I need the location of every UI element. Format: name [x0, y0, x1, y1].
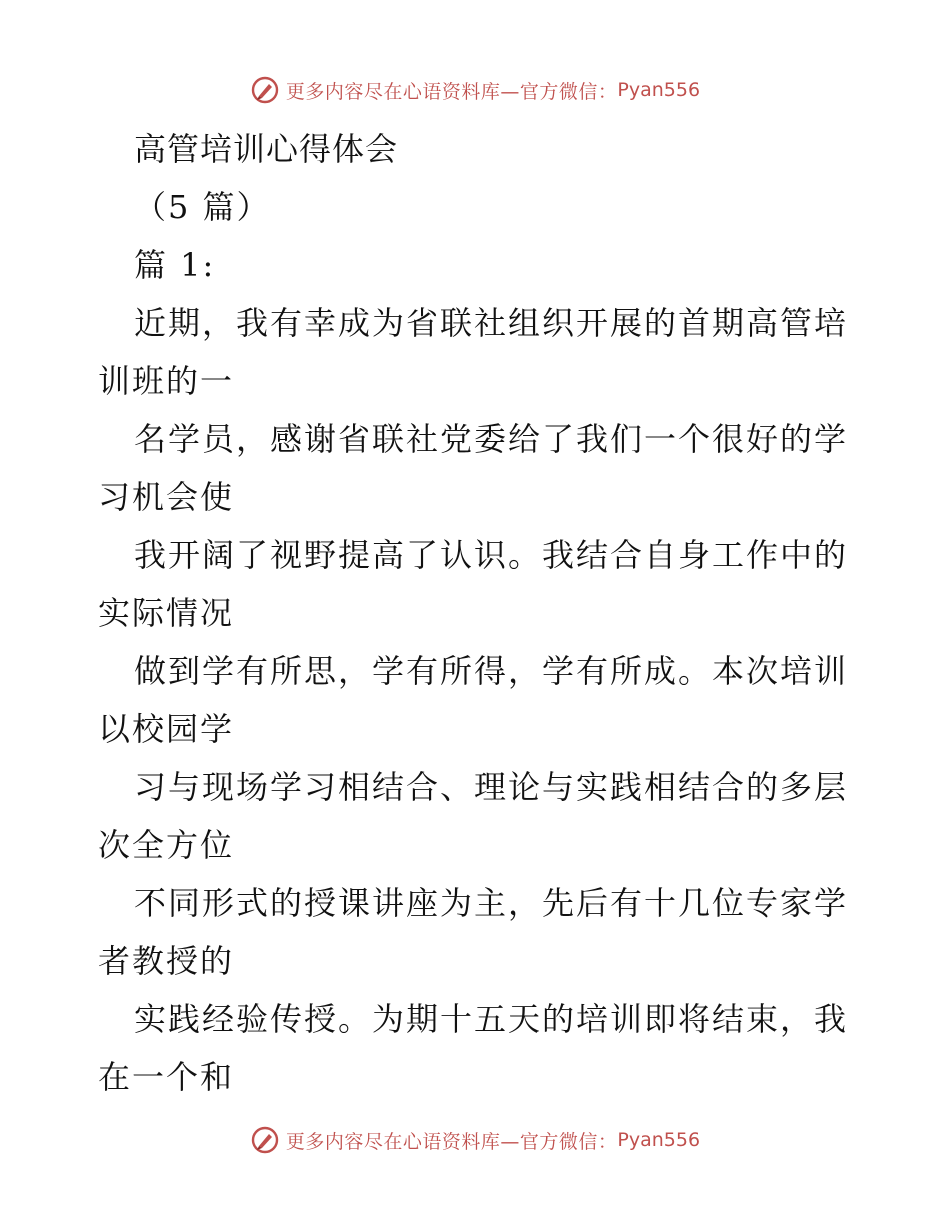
paragraph-line: 做到学有所思，学有所得，学有所成。本次培训	[134, 652, 849, 690]
header-banner	[0, 70, 950, 110]
paragraph-line: 实际情况	[98, 594, 235, 632]
paragraph-line: 近期，我有幸成为省联社组织开展的首期高管培	[134, 304, 849, 342]
paragraph-line: 者教授的	[98, 942, 235, 980]
paragraph-line: 名学员，感谢省联社党委给了我们一个很好的学	[134, 420, 849, 458]
paragraph-line: 训班的一	[98, 362, 235, 400]
paragraph-line: 习机会使	[98, 478, 235, 516]
document-subtitle: （5 篇）	[134, 188, 271, 226]
paragraph-line: 习与现场学习相结合、理论与实践相结合的多层	[134, 768, 849, 806]
paragraph-line: 以校园学	[98, 710, 235, 748]
document-body	[98, 120, 858, 1106]
paragraph-line: 不同形式的授课讲座为主，先后有十几位专家学	[134, 884, 849, 922]
document-title: 高管培训心得体会	[134, 130, 399, 168]
paragraph-line: 次全方位	[98, 826, 235, 864]
footer-banner	[0, 1120, 950, 1160]
section-label: 篇 1:	[134, 246, 216, 284]
paragraph-line: 在一个和	[98, 1058, 235, 1096]
banner-wechat-id: Pyan556	[617, 1129, 701, 1151]
paragraph-line: 实践经验传授。为期十五天的培训即将结束，我	[134, 1000, 849, 1038]
banner-wechat-id: Pyan556	[617, 79, 701, 101]
paragraph-line: 我开阔了视野提高了认识。我结合自身工作中的	[134, 536, 849, 574]
pen-logo-icon	[250, 75, 280, 105]
pen-logo-icon	[250, 1125, 280, 1155]
banner-promo-text: 更多内容尽在心语资料库—官方微信：	[285, 80, 618, 103]
banner-promo-text: 更多内容尽在心语资料库—官方微信：	[285, 1130, 618, 1153]
